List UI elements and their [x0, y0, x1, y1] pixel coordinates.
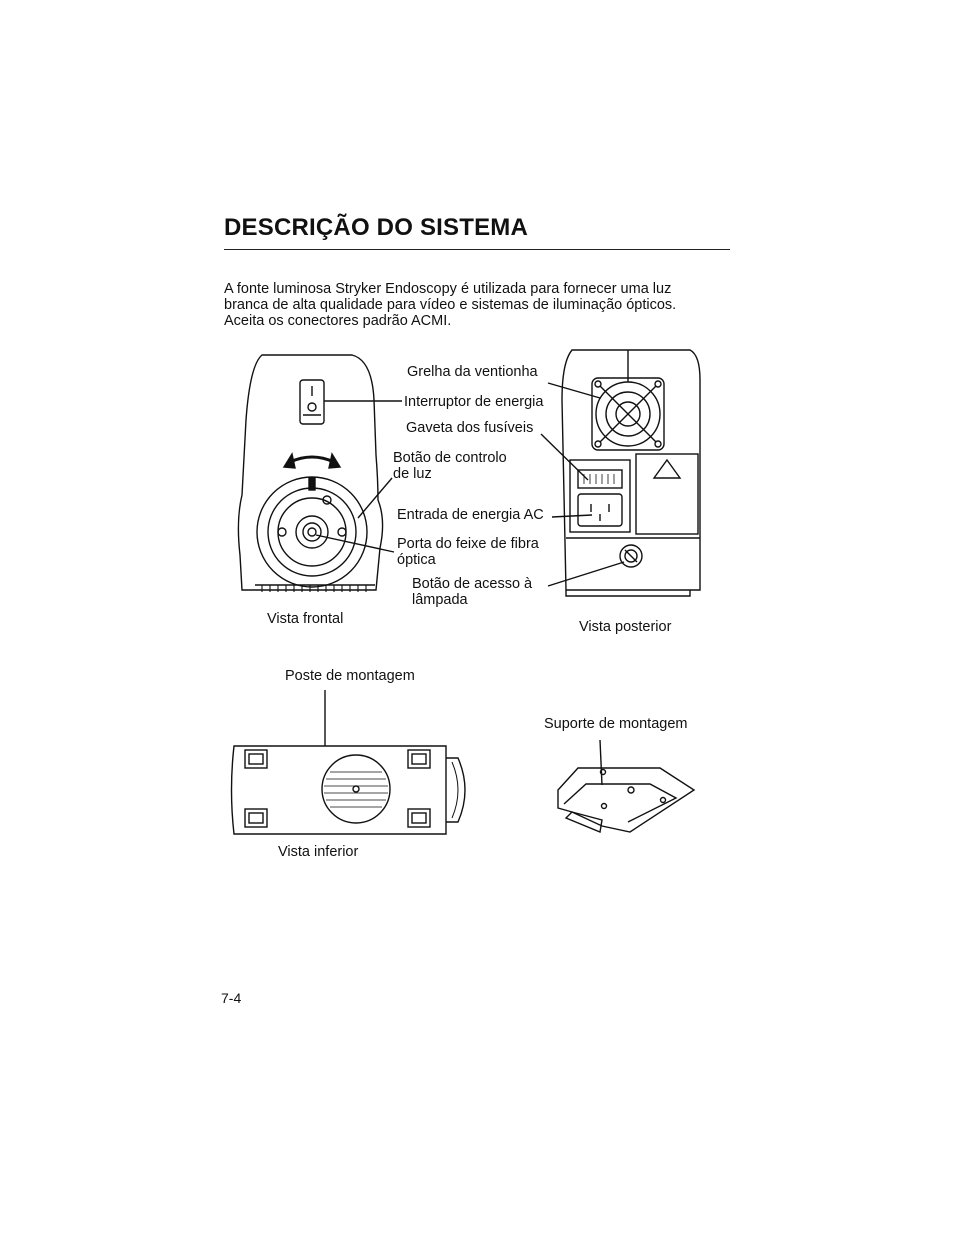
label-lamp-access-line-2: lâmpada [412, 592, 468, 608]
label-light-control [393, 450, 507, 482]
front-view-drawing [238, 355, 402, 592]
caption-bottom-view: Vista inferior [278, 844, 359, 860]
page-title: DESCRIÇÃO DO SISTEMA [224, 214, 529, 241]
label-light-control-line-1: Botão de controlo [393, 450, 507, 466]
label-fiber-port-line-2: óptica [397, 552, 436, 568]
label-fuse-drawer: Gaveta dos fusíveis [406, 420, 534, 436]
mounting-bracket-drawing [558, 740, 694, 832]
rear-view-drawing [541, 350, 700, 596]
label-mount-bracket: Suporte de montagem [544, 716, 688, 732]
caption-front-view: Vista frontal [267, 611, 344, 627]
bottom-view-drawing [232, 690, 466, 834]
caption-rear-view: Vista posterior [579, 619, 672, 635]
label-grille: Grelha da ventionha [407, 364, 538, 380]
label-mount-post: Poste de montagem [285, 668, 415, 684]
label-ac-inlet: Entrada de energia AC [397, 507, 544, 523]
label-power-switch: Interruptor de energia [404, 394, 544, 410]
label-fiber-port-line-1: Porta do feixe de fibra [397, 536, 539, 552]
intro-line-3: Aceita os conectores padrão ACMI. [224, 313, 452, 329]
intro-line-1: A fonte luminosa Stryker Endoscopy é utilizada para fornecer uma luz [224, 281, 672, 297]
intro-line-2: branca de alta qualidade para vídeo e sistemas de iluminação ópticos. [224, 297, 677, 313]
label-light-control-line-2: de luz [393, 466, 432, 482]
label-lamp-access-line-1: Botão de acesso à [412, 576, 533, 592]
label-fiber-port [397, 536, 539, 568]
label-lamp-access [412, 576, 532, 608]
page-number: 7-4 [221, 990, 242, 1006]
